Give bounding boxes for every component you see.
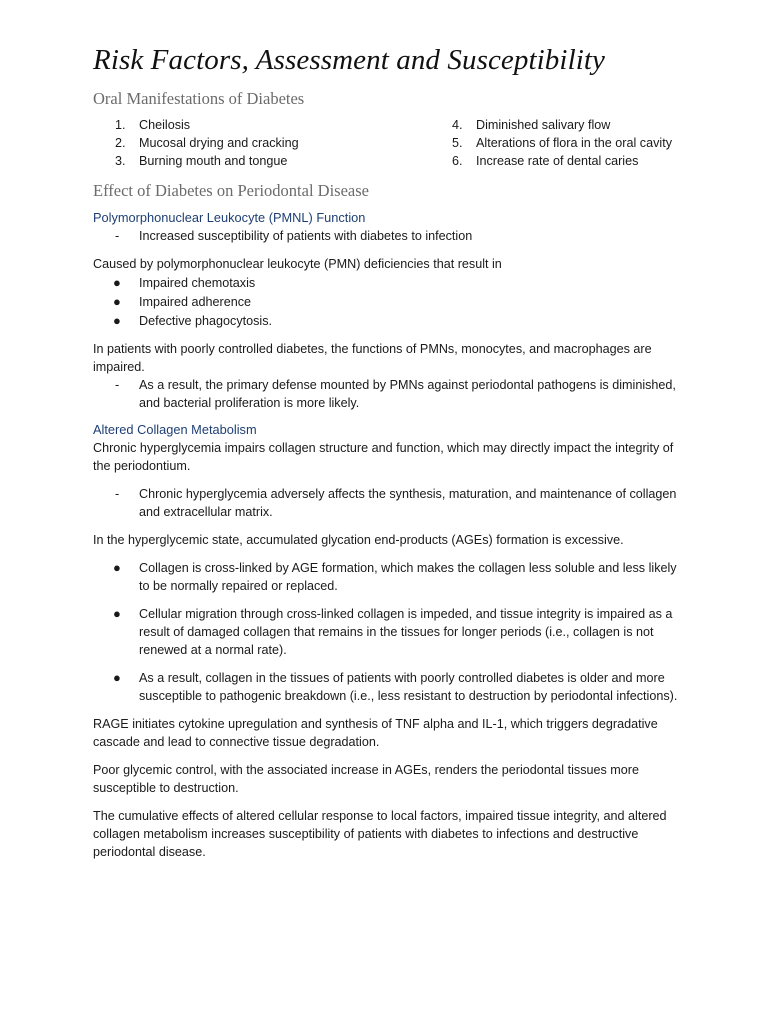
paragraph-caused-by: Caused by polymorphonuclear leukocyte (PMN) deficiencies that result in [93, 257, 502, 271]
document-content [93, 40, 683, 861]
bullet-marker: ● [113, 560, 121, 575]
list-item-text: Mucosal drying and cracking [139, 136, 299, 150]
dash-item-text: As a result, the primary defense mounted by PMNs against periodontal pathogens is diminished, and bacterial proliferation is more likely. [139, 378, 676, 410]
list-number: 2. [115, 136, 126, 150]
bullet-list-item [93, 312, 683, 330]
bullet-item-text: Impaired adherence [139, 295, 252, 309]
oral-manifestations-heading: Oral Manifestations of Diabetes [93, 89, 305, 108]
bullet-list-item [93, 605, 683, 659]
collagen-metabolism-heading: Altered Collagen Metabolism [93, 422, 257, 437]
list-item [93, 116, 430, 134]
bullet-marker: ● [113, 670, 121, 685]
list-item-text: Alterations of flora in the oral cavity [476, 136, 672, 150]
paragraph-ages: In the hyperglycemic state, accumulated glycation end-products (AGEs) formation is excessive. [93, 533, 624, 547]
dash-list-item [93, 485, 683, 521]
bullet-marker: ● [113, 294, 121, 309]
list-number: 5. [452, 136, 463, 150]
list-number: 4. [452, 118, 463, 132]
dash-item-text: Increased susceptibility of patients with diabetes to infection [139, 229, 473, 243]
bullet-item-text: Impaired chemotaxis [139, 276, 256, 290]
bullet-marker: ● [113, 606, 121, 621]
list-number: 6. [452, 154, 463, 168]
list-item [430, 152, 683, 170]
bullet-list-item [93, 274, 683, 292]
list-item [93, 134, 430, 152]
paragraph-rage: RAGE initiates cytokine upregulation and synthesis of TNF alpha and IL-1, which triggers degradative cascade and lead to connective tissue degradation. [93, 717, 658, 749]
paragraph-cumulative-effects: The cumulative effects of altered cellular response to local factors, impaired tissue integrity, and altered collagen metabolism increases susceptibility of patients with diabetes to infections and destructive periodontal disease. [93, 809, 667, 859]
bullet-item-text: Collagen is cross-linked by AGE formation, which makes the collagen less soluble and less likely to be normally repaired or replaced. [139, 561, 677, 593]
bullet-item-text: Defective phagocytosis. [139, 314, 273, 328]
oral-manifestations-list [93, 116, 683, 170]
list-column-left [93, 116, 430, 170]
dash-list-item [93, 227, 683, 245]
list-item [430, 134, 683, 152]
paragraph-poorly-controlled: In patients with poorly controlled diabetes, the functions of PMNs, monocytes, and macrophages are impaired. [93, 342, 652, 374]
bullet-list-item [93, 559, 683, 595]
dash-item-text: Chronic hyperglycemia adversely affects the synthesis, maturation, and maintenance of collagen and extracellular matrix. [139, 487, 677, 519]
list-item [430, 116, 683, 134]
dash-list-item [93, 376, 683, 412]
bullet-item-text: As a result, collagen in the tissues of patients with poorly controlled diabetes is older and more susceptible to pathogenic breakdown (i.e., less resistant to destruction by periodontal infections). [139, 671, 678, 703]
bullet-list-item [93, 293, 683, 311]
dash-marker: - [115, 378, 120, 392]
list-number: 1. [115, 118, 126, 132]
dash-marker: - [115, 229, 120, 243]
list-item-text: Cheilosis [139, 118, 191, 132]
bullet-list-item [93, 669, 683, 705]
list-item-text: Increase rate of dental caries [476, 154, 639, 168]
periodontal-disease-heading: Effect of Diabetes on Periodontal Disease [93, 181, 369, 200]
list-item-text: Diminished salivary flow [476, 118, 611, 132]
list-item-text: Burning mouth and tongue [139, 154, 288, 168]
paragraph-collagen-intro: Chronic hyperglycemia impairs collagen structure and function, which may directly impact the integrity of the periodontium. [93, 441, 674, 473]
bullet-marker: ● [113, 275, 121, 290]
bullet-item-text: Cellular migration through cross-linked collagen is impeded, and tissue integrity is impaired as a result of damaged collagen that remains in the tissues for longer periods (i.e., collagen is not renewed at a normal rate). [139, 607, 673, 657]
pmnl-function-heading: Polymorphonuclear Leukocyte (PMNL) Function [93, 210, 366, 225]
paragraph-glycemic-control: Poor glycemic control, with the associated increase in AGEs, renders the periodontal tissues more susceptible to destruction. [93, 763, 639, 795]
list-item [93, 152, 430, 170]
dash-marker: - [115, 487, 120, 501]
list-number: 3. [115, 154, 126, 168]
page-title: Risk Factors, Assessment and Susceptibility [93, 44, 606, 76]
list-column-right [430, 116, 683, 170]
bullet-marker: ● [113, 313, 121, 328]
